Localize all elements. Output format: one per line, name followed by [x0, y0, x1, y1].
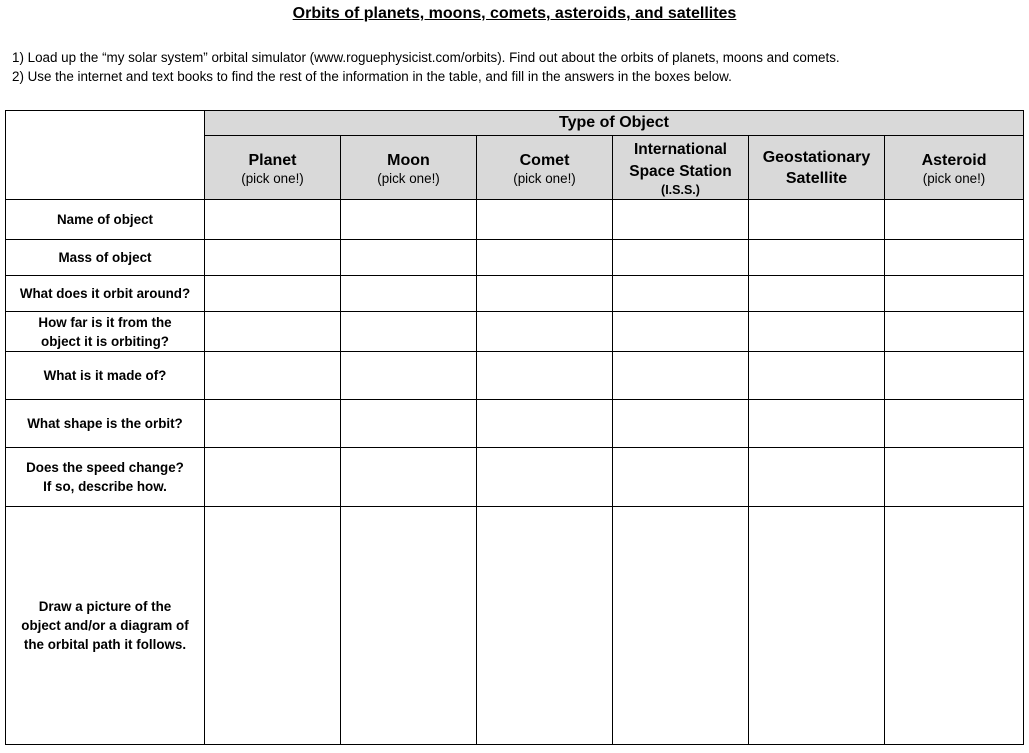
row-label-draw-picture [6, 507, 205, 745]
col-header-moon [341, 136, 477, 200]
answer-cell[interactable] [613, 240, 749, 276]
answer-cell[interactable] [613, 312, 749, 352]
col-name: Moon [387, 151, 430, 169]
col-header-asteroid [885, 136, 1024, 200]
drawing-cell[interactable] [749, 507, 885, 745]
table-row [6, 507, 1024, 745]
col-name-line: Satellite [785, 169, 848, 187]
answer-cell[interactable] [477, 448, 613, 507]
table-row [6, 352, 1024, 400]
table-row [6, 276, 1024, 312]
answer-cell[interactable] [749, 200, 885, 240]
worksheet-title: Orbits of planets, moons, comets, asteroids, and satellites [292, 5, 737, 22]
row-label-line: If so, describe how. [43, 479, 167, 494]
answer-cell[interactable] [613, 276, 749, 312]
col-header-comet [477, 136, 613, 200]
table-row [6, 400, 1024, 448]
row-label-orbit-around [6, 276, 205, 312]
answer-cell[interactable] [613, 200, 749, 240]
drawing-cell[interactable] [341, 507, 477, 745]
col-sub: (pick one!) [513, 170, 576, 186]
orbits-table [5, 110, 1024, 745]
answer-cell[interactable] [749, 352, 885, 400]
answer-cell[interactable] [885, 276, 1024, 312]
answer-cell[interactable] [205, 448, 341, 507]
col-name-line: International [633, 140, 727, 158]
answer-cell[interactable] [341, 448, 477, 507]
drawing-cell[interactable] [477, 507, 613, 745]
row-label-line: Name of object [57, 212, 153, 227]
answer-cell[interactable] [885, 312, 1024, 352]
row-label-line: object it is orbiting? [41, 333, 169, 349]
row-label-made-of [6, 352, 205, 400]
answer-cell[interactable] [341, 352, 477, 400]
table-row [6, 312, 1024, 352]
row-label-how-far [6, 312, 205, 352]
col-sub: (pick one!) [377, 170, 440, 186]
col-header-iss [613, 136, 749, 200]
row-label-line: the orbital path it follows. [23, 637, 187, 652]
row-label-line: How far is it from the [38, 314, 172, 330]
col-sub: (I.S.S.) [661, 182, 700, 197]
answer-cell[interactable] [749, 240, 885, 276]
answer-cell[interactable] [613, 400, 749, 448]
col-name: Planet [248, 151, 297, 169]
table-row [6, 240, 1024, 276]
row-label-line: Does the speed change? [26, 460, 184, 475]
answer-cell[interactable] [477, 240, 613, 276]
type-of-object-header: Type of Object [205, 111, 1024, 136]
row-label-speed-change [6, 448, 205, 507]
instruction-2: 2) Use the internet and text books to find the rest of the information in the table, and fill in the answers in the boxes below. [12, 69, 732, 84]
answer-cell[interactable] [885, 200, 1024, 240]
row-label-line: Mass of object [58, 250, 152, 265]
answer-cell[interactable] [749, 400, 885, 448]
col-header-planet [205, 136, 341, 200]
drawing-cell[interactable] [613, 507, 749, 745]
answer-cell[interactable] [749, 276, 885, 312]
col-name: Asteroid [921, 151, 987, 169]
answer-cell[interactable] [477, 276, 613, 312]
answer-cell[interactable] [341, 312, 477, 352]
answer-cell[interactable] [205, 276, 341, 312]
answer-cell[interactable] [341, 400, 477, 448]
answer-cell[interactable] [477, 400, 613, 448]
answer-cell[interactable] [749, 312, 885, 352]
row-label-line: Draw a picture of the [38, 599, 172, 614]
row-label-line: What does it orbit around? [19, 286, 191, 301]
col-name-line: Space Station [629, 162, 732, 180]
drawing-cell[interactable] [205, 507, 341, 745]
answer-cell[interactable] [885, 448, 1024, 507]
answer-cell[interactable] [885, 400, 1024, 448]
answer-cell[interactable] [341, 200, 477, 240]
table-row [6, 448, 1024, 507]
row-label-mass-of-object [6, 240, 205, 276]
answer-cell[interactable] [205, 352, 341, 400]
answer-cell[interactable] [477, 352, 613, 400]
col-header-geostationary-satellite [749, 136, 885, 200]
answer-cell[interactable] [477, 200, 613, 240]
table-row [6, 200, 1024, 240]
answer-cell[interactable] [205, 400, 341, 448]
answer-cell[interactable] [613, 448, 749, 507]
answer-cell[interactable] [205, 240, 341, 276]
row-label-line: What is it made of? [43, 368, 167, 383]
answer-cell[interactable] [205, 200, 341, 240]
drawing-cell[interactable] [885, 507, 1024, 745]
col-sub: (pick one!) [922, 170, 986, 186]
row-label-line: object and/or a diagram of [21, 618, 189, 633]
answer-cell[interactable] [477, 312, 613, 352]
answer-cell[interactable] [885, 240, 1024, 276]
col-sub: (pick one!) [241, 170, 304, 186]
answer-cell[interactable] [749, 448, 885, 507]
col-name-line: Geostationary [762, 148, 871, 166]
answer-cell[interactable] [885, 352, 1024, 400]
row-label-orbit-shape [6, 400, 205, 448]
answer-cell[interactable] [341, 276, 477, 312]
instruction-1: 1) Load up the “my solar system” orbital simulator (www.roguephysicist.com/orbits). Find out about the orbits of planets, moons and comets. [12, 50, 840, 65]
answer-cell[interactable] [613, 352, 749, 400]
row-label-line: What shape is the orbit? [27, 416, 183, 431]
answer-cell[interactable] [205, 312, 341, 352]
corner-cell [6, 111, 205, 200]
row-label-name-of-object [6, 200, 205, 240]
col-name: Comet [519, 151, 570, 169]
answer-cell[interactable] [341, 240, 477, 276]
